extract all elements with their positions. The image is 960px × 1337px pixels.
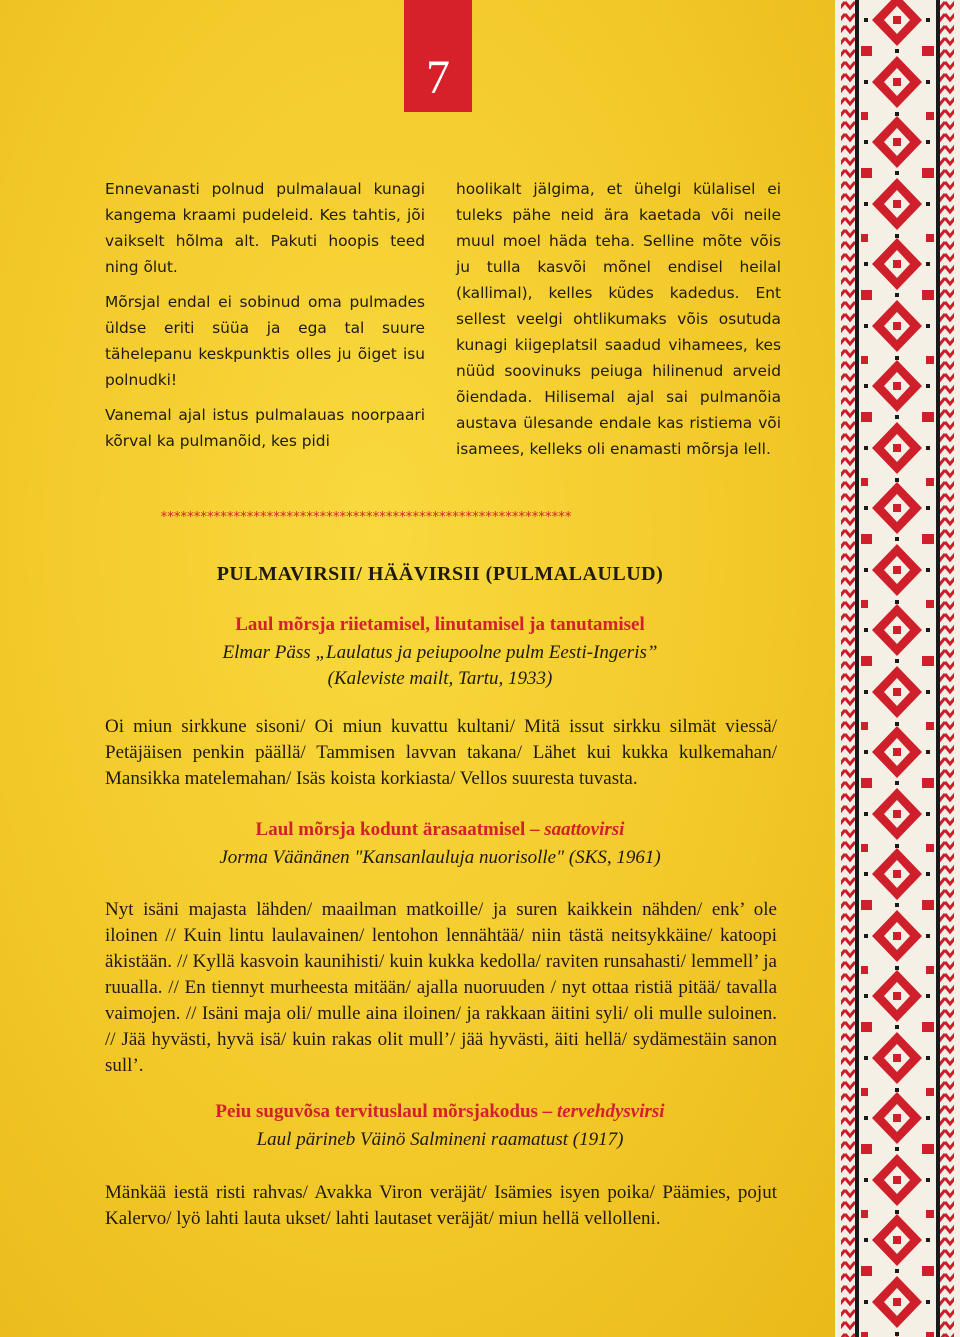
section-title: PULMAVIRSII/ HÄÄVIRSII (PULMALAULUD) — [216, 563, 664, 585]
page-number: 7 — [426, 51, 450, 104]
song-text: Oi miun sirkkune sisoni/ Oi miun kuvattu kultani/ Mitä issut sirkku silmät viessä/ Petäjäisen penkin päällä/ Tammisen lavvan takana/ Lähet kui kukka kulkemahan/ Mansikka matelemahan/ Isäs koista korkiasta/ Vellos suuresta tuvasta. — [105, 716, 777, 789]
embroidery-pattern — [835, 0, 960, 1337]
song-heading-text: Laul mõrsja kodunt ärasaatmisel – — [255, 819, 545, 840]
song-heading-genre: saattovirsi — [544, 819, 625, 840]
song-source-line: Elmar Päss „Laulatus ja peiupoolne pulm Eesti-Ingeris” — [222, 642, 658, 663]
embroidered-ribbon — [835, 0, 960, 1337]
song-source — [105, 1127, 775, 1153]
song-source — [105, 845, 775, 871]
page-number-tab — [404, 0, 472, 112]
song-text: Nyt isäni majasta lähden/ maailman matkoille/ ja suren kaikkein nähden/ enk’ ole iloinen // Kuin lintu laulavainen/ lentohon lennähtää/ niin tästä neitsykkäine/ katoopi äkistään. // Kyllä kasvoin kaunihisti/ kuin kukka kedolla/ raviten runsahasti/ lemmell’ ja ruualla. // En tiennyt murheesta mitään/ ajalla nuoruuden / nyt ottaa ristiä pitää/ tavalla vaimojen. // Isäni maja oli/ mulle aina iloinen/ ja rakkaan äitini syli/ oli mulle suloinen. // Jää hyvästi, hyvä isä/ kuin rakas olit mull’/ jää hyvästi, äiti hellä/ sydämestäin sanon sull’. — [105, 899, 777, 1076]
song-source-line: Jorma Väänänen "Kansanlauluja nuorisolle" (SKS, 1961) — [219, 847, 661, 868]
intro-paragraph: hoolikalt jälgima, et ühelgi külalisel ei tuleks pähe neid ära kaetada või neile muul moel häda teha. Selline mõte võis ju tulla kasvõi mõnel endisel heilal (kallimal), kelles küdes kadedus. Ent sellest veelgi ohtlikumaks võis osutuda kunagi kiigeplatsil saadud vihamees, kes nüüd soovinuks peiuga hilinenud arveid õiendada. Hilisemal ajal sai pulmanõia austava ülesande endale kas ristiema või isamees, kelleks oli enamasti mõrsja lell. — [456, 180, 781, 458]
song-heading-text: Peiu suguvõsa tervituslaul mõrsjakodus – — [215, 1101, 557, 1122]
song-heading — [105, 614, 775, 636]
intro-left-column — [105, 176, 425, 463]
song-text: Mänkää iestä risti rahvas/ Avakka Viron veräjät/ Isämies isyen poika/ Päämies, pojut Kalervo/ lyö lahti lauta ukset/ lahti lautaset veräjät/ miun hellä vellolleni. — [105, 1182, 777, 1229]
song-source-line: Laul pärineb Väinö Salmineni raamatust (1917) — [256, 1129, 624, 1150]
intro-right-column — [456, 176, 781, 471]
song-source-line: (Kaleviste mailt, Tartu, 1933) — [327, 668, 553, 689]
intro-paragraph: Mõrsjal endal ei sobinud oma pulmades üldse eriti süüa ja ega tal suure tähelepanu keskpunktis olles ju õiget isu polnudki! — [105, 293, 425, 389]
song-heading — [105, 1101, 775, 1123]
asterisk-divider: ************************************************************** — [160, 510, 571, 525]
song-heading-text: Laul mõrsja riietamisel, linutamisel ja tanutamisel — [235, 614, 645, 635]
song-heading — [105, 819, 775, 841]
song-source — [105, 640, 775, 692]
intro-paragraph: Vanemal ajal istus pulmalauas noorpaari kõrval ka pulmanõid, kes pidi — [105, 406, 425, 450]
intro-paragraph: Ennevanasti polnud pulmalaual kunagi kangema kraami pudeleid. Kes tahtis, jõi vaikselt hõlma alt. Pakuti hoopis teed ning õlut. — [105, 180, 425, 276]
song-heading-genre: tervehdysvirsi — [556, 1101, 665, 1122]
